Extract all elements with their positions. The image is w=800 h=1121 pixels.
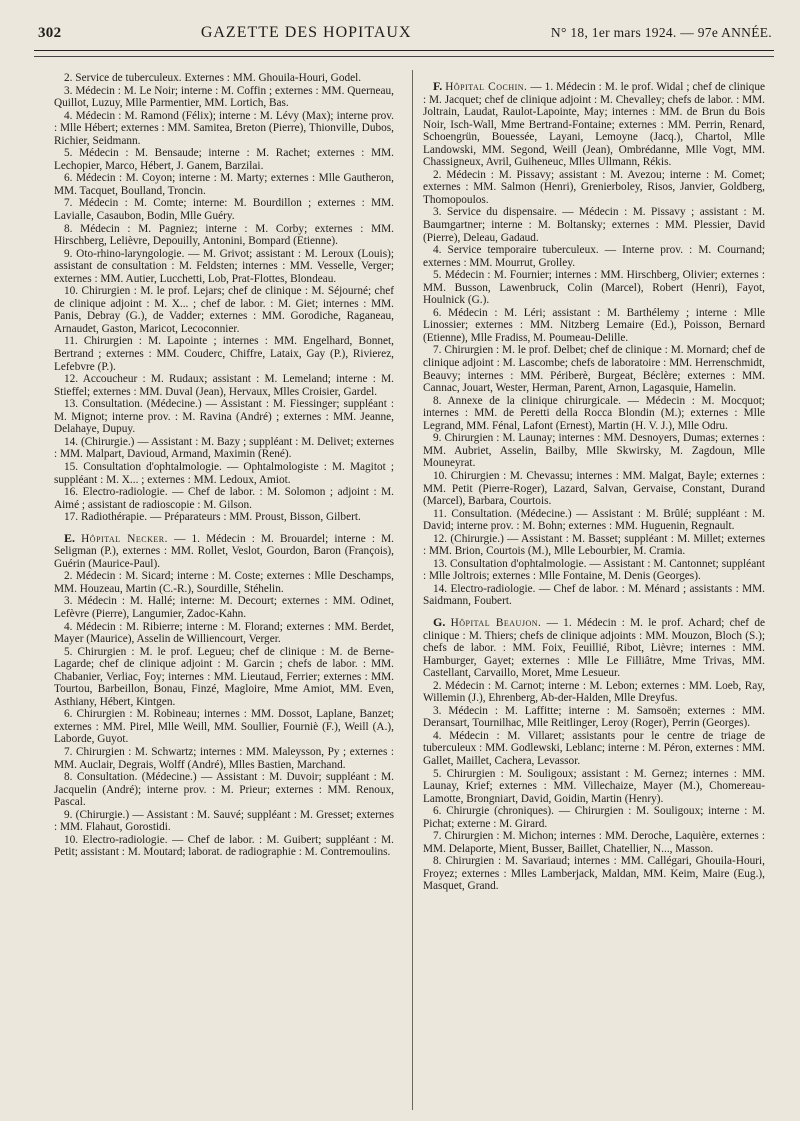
paragraph-text: 4. Médecin : M. Ramond (Félix); interne : M. Lévy (Max); interne prov. : Mlle Hébert; externes : MM. Samitea, Breton (Pierre), Thionville, Dubos, Richier, Seidmann. [54,109,394,147]
paragraph-text: 10. Chirurgien : M. Chevassu; internes : MM. Malgat, Bayle; externes : MM. Petit (Pierre-Roger), Lazard, Salvan, Gervaise, Constant, Durand (Marcel), Barbara, Courtois. [423,469,765,508]
paragraph-text: 5. Chirurgien : M. le prof. Legueu; chef de clinique : M. de Berne-Lagarde; chef de clinique adjoint : M. Garcin ; chefs de labor. : MM. Chabanier, Verliac, Foy; internes : MM. Lieutaud, Ferrier; externes : MM. Tourtou, Barbeillon, Bonau, Finzé, Magloire, Mme Amiot, MM. Even, Asthiany, Hébert, Kintgen. [54,645,394,708]
section-letter: E. [64,530,76,545]
service-paragraph [54,746,394,771]
paragraph-text: 6. Médecin : M. Léri; assistant : M. Barthélemy ; interne : Mlle Linossier; externes : MM. Nitzberg Lemaire (Ed.), Poisson, Bernard (Etienne), Mlle Fradiss, M. Poumeau-Delille. [423,306,765,344]
service-paragraph [54,223,394,248]
journal-title: GAZETTE DES HOPITAUX [200,24,412,41]
paragraph-text: 15. Consultation d'ophtalmologie. — Ophtalmologiste : M. Magitot ; suppléant : M. X... ; externes : MM. Ledoux, Amiot. [54,460,394,486]
paragraph-text: 10. Electro-radiologie. — Chef de labor. : M. Guibert; suppléant : M. Petit; assistant : M. Moutard; laborat. de radiographie : M. Contremoulins. [54,833,394,859]
service-paragraph [423,855,765,893]
paragraph-text: — 1. Médecin : M. le prof. Widal ; chef de clinique : M. Jacquet; chef de clinique adjoint : M. Chevalley; chefs de labor. : MM. Joltrain, Laudat, Raulot-Lapointe, May; internes : MM. de Brun du Bois Noir, Isch-Wall, Mme Bertrand-Fontaine; externes : MM. Perrin, Renard, Schoengrün, Bouessée, Layani, Lemoyne (Jacq.), Chartol, Mlle Landowski, MM. Segond, Weill (Jean), Ombrédanne, Mlle Vogt, MM. Chassigneux, Avril, Guiheneuc, Mlles Ullmann, Rékis. [423,81,765,169]
paragraph-text: 6. Chirurgie (chroniques). — Chirurgien : M. Souligoux; interne : M. Pichat; externe : M. Girard. [423,805,765,830]
service-paragraph [54,248,394,286]
header-rule-thin [34,56,774,57]
service-paragraph [423,344,765,394]
service-paragraph [423,805,765,830]
paragraph-text: 13. Consultation d'ophtalmologie. — Assistant : M. Cantonnet; suppléant : Mlle Joltrois; externes : Mlle Fontaine, M. Denis (Georges). [423,557,765,583]
service-paragraph [54,486,394,511]
paragraph-text: 7. Chirurgien : M. Michon; internes : MM. Deroche, Laquière, externes : MM. Delaporte, Mient, Busser, Baillet, Chatellier, N..., Masson. [423,830,765,855]
paragraph-text: 16. Electro-radiologie. — Chef de labor. : M. Solomon ; adjoint : M. Aimé ; assistant de radioscopie : M. Gilson. [54,486,394,511]
service-paragraph [423,533,765,558]
paragraph-text: 3. Médecin : M. Hallé; interne: M. Decourt; externes : MM. Odinet, Lefèvre (Pierre), Langumier, Zadoc-Kahn. [54,595,394,620]
service-paragraph [54,809,394,834]
paragraph-text: 8. Chirurgien : M. Savariaud; internes : MM. Callégari, Ghouila-Houri, Froyez; externes : Mlles Lamberjack, Maldan, MM. Keim, Maire (Eug.), Masquet, Grand. [423,855,765,893]
paragraph-text: 11. Consultation. (Médecine.) — Assistant : M. Brûlé; suppléant : M. David; interne prov. : M. Bohn; externes : MM. Huguenin, Regnault. [423,507,765,533]
paragraph-text: 9. Chirurgien : M. Launay; internes : MM. Desnoyers, Dumas; externes : MM. Aubriet, Asselin, Bailby, Mlle Skwirsky, M. Zagdoun, Mlle Mouneyrat. [423,432,765,470]
service-paragraph [423,558,765,583]
service-paragraph [54,570,394,595]
page-header [38,24,772,46]
paragraph-text: 7. Chirurgien : M. le prof. Delbet; chef de clinique : M. Mornard; chef de clinique adjoint : M. Lascombe; chefs de laboratoire : MM. Herrenschmidt, Beauvy; internes : MM. Périberè, Burgeat, Béclère; externes : MM. Cannac, Jouart, Wester, Herman, Parent, Arnon, Lagasquie, Hamelin. [423,344,765,395]
paragraph-text: — 1. Médecin : M. Brouardel; interne : M. Seligman (P.), externes : MM. Rollet, Veslot, Gourdon, Baron (François), Guérin (Maurice-Paul). [54,532,395,570]
hospital-name: Hôpital Beaujon. [450,616,542,629]
section-letter: F. [433,79,443,93]
paragraph-text: 8. Médecin : M. Pagniez; interne : M. Corby; externes : MM. Hirschberg, Lelièvre, Depouilly, Antonini, Bompard (Etienne). [54,222,394,248]
service-paragraph [423,470,765,508]
paragraph-text: 13. Consultation. (Médecine.) — Assistant : M. Fiessinger; suppléant : M. Mignot; interne prov. : M. Ravina (André) ; externes : MM. Jeanne, Delahaye, Dupuy. [54,398,394,436]
paragraph-text: 2. Médecin : M. Carnot; interne : M. Lebon; externes : MM. Loeb, Ray, Willemin (J.), Ehrenberg, Ab-der-Halden, Mlle Dreyfus. [423,679,765,705]
service-paragraph [423,395,765,433]
paragraph-text: 14. (Chirurgie.) — Assistant : M. Bazy ; suppléant : M. Delivet; externes : MM. Malpart, Davioud, Armand, Maximin (René). [54,435,394,461]
paragraph-text: 2. Médecin : M. Sicard; interne : M. Coste; externes : Mlle Deschamps, MM. Houzeau, Martin (C.-R.), Sourdille, Stéhelin. [54,570,394,595]
service-paragraph [54,335,394,373]
service-paragraph [423,768,765,806]
service-paragraph [54,110,394,148]
service-paragraph [423,680,765,705]
service-paragraph [54,72,394,85]
paragraph-text: 3. Service du dispensaire. — Médecin : M. Pissavy ; assistant : M. Baumgartner; interne : M. Boltansky; externes : MM. Plessier, David (Pierre), Deleau, Gadaud. [423,206,765,244]
service-paragraph [54,197,394,222]
paragraph-text: 10. Chirurgien : M. le prof. Lejars; chef de clinique : M. Séjourné; chef de clinique adjoint : M. X... ; chef de labor. : M. Giet; internes : MM. Panis, Debray (G.), de Vadder; externes : MM. Gorodiche, Raganeau, Arnaudet, Gaston, Maricot, Lecoconnier. [54,285,394,335]
service-paragraph [54,511,394,524]
paragraph-text: 7. Chirurgien : M. Schwartz; internes : MM. Maleysson, Py ; externes : MM. Auclair, Degrais, Wolff (André), Mlles Bastien, Marchand. [54,745,394,771]
paragraph-text: 2. Service de tuberculeux. Externes : MM. Ghouila-Houri, Godel. [64,72,362,84]
service-paragraph [423,432,765,470]
service-paragraph [423,244,765,269]
paragraph-text: 4. Médecin : M. Ribierre; interne : M. Florand; externes : MM. Berdet, Mayer (Maurice), Asselin de Williencourt, Verger. [54,620,394,646]
service-paragraph [423,269,765,307]
service-paragraph [54,436,394,461]
right-column [423,72,765,893]
issue-info: N° 18, 1er mars 1924. — 97e ANNÉE. [550,25,772,40]
paragraph-text: 3. Médecin : M. Laffitte; interne : M. Samsoën; externes : MM. Deransart, Tournilhac, Mlle Reitlinger, Leroy (Roger), Perrin (Georges). [423,704,765,730]
column-divider [412,70,413,1110]
paragraph-text: 11. Chirurgien : M. Lapointe ; internes : MM. Engelhard, Bonnet, Bertrand ; externes : MM. Couderc, Chiffre, Lataix, Gay (P.), Rivierez, Lefebvre (P.). [54,335,394,373]
service-paragraph [54,147,394,172]
hospital-name: Hôpital Cochin. [445,81,528,93]
service-paragraph [423,730,765,768]
service-paragraph [423,830,765,855]
service-paragraph [54,771,394,809]
service-paragraph [54,172,394,197]
paragraph-text: 12. Accoucheur : M. Rudaux; assistant : M. Lemeland; interne : M. Stieffel; externes : MM. Duval (Jean), Hervaux, Mlles Croisier, Gardel. [54,373,394,398]
service-paragraph [54,373,394,398]
paragraph-text: 12. (Chirurgie.) — Assistant : M. Basset; suppléant : M. Millet; externes : MM. Brion, Courtois (M.), Mlle Lebourbier, M. Cramia. [423,532,765,558]
paragraph-text: 6. Chirurgien : M. Robineau; internes : MM. Dossot, Laplane, Banzet; externes : MM. Pirel, Mlle Weill, MM. Soullier, Fourniè (F.), Weill (A.), Laborde, Guyot. [54,708,394,746]
service-paragraph [54,646,394,709]
paragraph-text: 14. Electro-radiologie. — Chef de labor. : M. Ménard ; assistants : MM. Saidmann, Foubert. [423,582,765,608]
section-letter: G. [433,614,446,629]
hospital-section-paragraph [423,80,765,169]
hospital-section-paragraph [423,616,765,680]
service-paragraph [54,85,394,110]
service-paragraph [423,307,765,345]
service-paragraph [423,169,765,207]
paragraph-text: 2. Médecin : M. Pissavy; assistant : M. Avezou; interne : M. Comet; externes : MM. Salmon (Henri), Grenierboley, Risos, Janvier, Goldberg, Thomopoulos. [423,168,765,206]
paragraph-text: 17. Radiothérapie. — Préparateurs : MM. Proust, Bisson, Gilbert. [64,511,361,524]
paragraph-text: 5. Chirurgien : M. Souligoux; assistant : M. Gernez; internes : MM. Launay, Krief; externes : MM. Villechaize, Mayer (M.), Chomereau-Lamotte, Brongniart, David, Goidin, Martin (Henry). [423,767,765,805]
service-paragraph [54,285,394,335]
service-paragraph [54,834,394,859]
paragraph-text: 6. Médecin : M. Coyon; interne : M. Marty; externes : Mlle Gautheron, MM. Tacquet, Boulland, Troncin. [54,172,394,197]
service-paragraph [423,206,765,244]
service-paragraph [54,708,394,746]
service-paragraph [423,705,765,730]
paragraph-text: 8. Annexe de la clinique chirurgicale. — Médecin : M. Mocquot; internes : MM. de Peretti della Rocca Blondin (M.); externes : Mlle Legrand, MM. Fénal, Lafont (Ernest), Martin (H. V. J.), Mlle Odru. [423,394,765,432]
paragraph-text: 7. Médecin : M. Comte; interne: M. Bourdillon ; externes : MM. Lavialle, Casaubon, Bodin, Mlle Guéry. [54,197,394,223]
paragraph-text: 5. Médecin : M. Bensaude; interne : M. Rachet; externes : MM. Lechopier, Marco, Hébert, J. Ganem, Barzilai. [54,147,394,172]
paragraph-text: 9. Oto-rhino-laryngologie. — M. Grivot; assistant : M. Leroux (Louis); assistant de consultation : M. Feldsten; internes : MM. Vesselle, Verger; externes : MM. Autier, Lucchetti, Lob, Prat-Flottes, Blondeau. [54,247,394,285]
service-paragraph [423,508,765,533]
hospital-section-paragraph [54,532,394,571]
service-paragraph [54,461,394,486]
service-paragraph [54,621,394,646]
paragraph-text: 4. Médecin : M. Villaret; assistants pour le centre de triage de tuberculeux : MM. Godlewski, Leblanc; interne : M. Péron, externes : MM. Gallet, Maillet, Cachera, Levassor. [423,729,765,767]
paragraph-text: 4. Service temporaire tuberculeux. — Interne prov. : M. Cournand; externes : MM. Mourrut, Grolley. [423,244,765,269]
paragraph-text: 3. Médecin : M. Le Noir; interne : M. Coffin ; externes : MM. Querneau, Quillot, Luzuy, Mlle Parmentier, MM. Lortich, Bas. [54,84,394,110]
paragraph-text: 5. Médecin : M. Fournier; internes : MM. Hirschberg, Olivier; externes : MM. Busson, Lawenbruck, Colin (Marcel), Robert (Henri), Fayot, Houlnick (G.). [423,269,765,307]
paragraph-text: — 1. Médecin : M. le prof. Achard; chef de clinique : M. Thiers; chefs de clinique adjoints : MM. Mouzon, Bloch (S.); chefs de labor. : MM. Foix, Feuillié, Ribot, Lièvre; internes : MM. Hamburger, Gayet; externes : Mlle Le Filliâtre, Mme Trivas, MM. Castellant, Carvaillo, Moret, Mme Lesueur. [423,616,765,680]
page-number: 302 [38,25,62,41]
paragraph-text: 8. Consultation. (Médecine.) — Assistant : M. Duvoir; suppléant : M. Jacquelin (André); interne prov. : M. Prieur; externes : MM. Renoux, Pascal. [54,771,394,809]
header-rule [34,50,774,51]
hospital-name: Hôpital Necker. [81,532,168,545]
paragraph-text: 9. (Chirurgie.) — Assistant : M. Sauvé; suppléant : M. Gresset; externes : MM. Flahaut, Gorostidi. [54,808,394,834]
service-paragraph [54,595,394,620]
left-column [54,72,394,859]
service-paragraph [423,583,765,608]
service-paragraph [54,398,394,436]
